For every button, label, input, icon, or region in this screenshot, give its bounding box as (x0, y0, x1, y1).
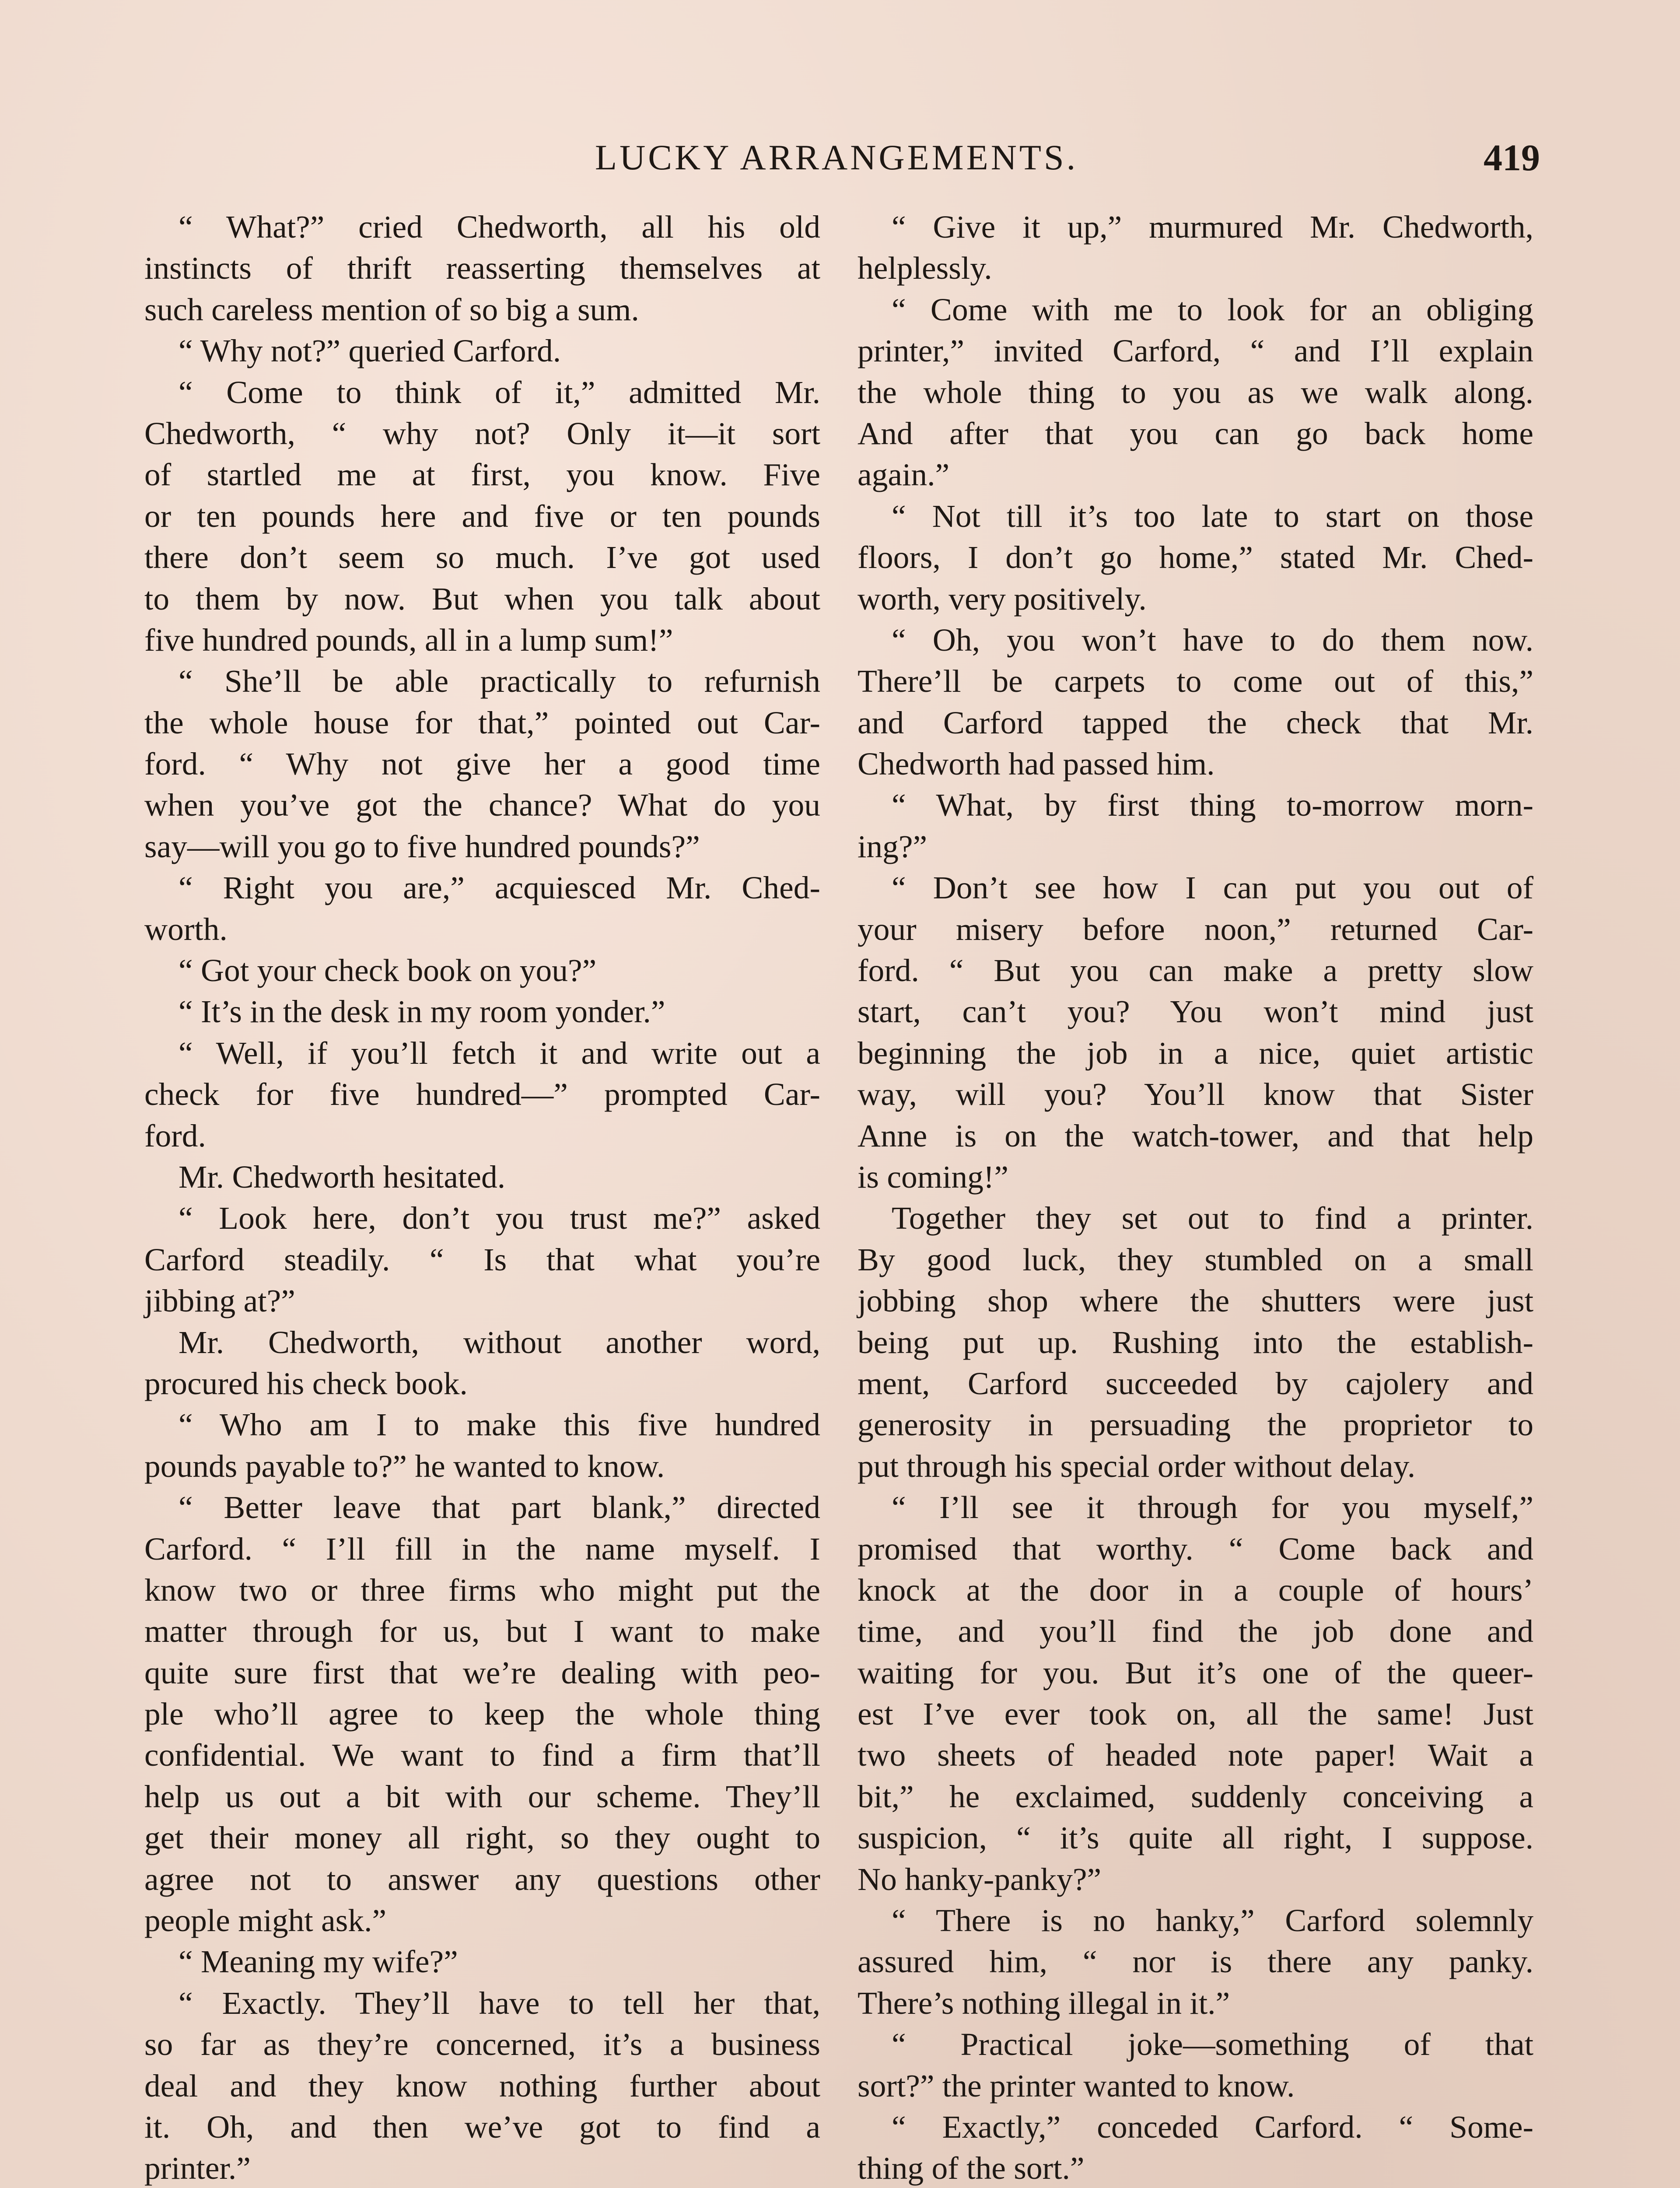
text-line: Chedworth, “ why not? Only it—it sort (144, 415, 820, 451)
text-line: “ Don’t see how I can put you out of (892, 870, 1533, 906)
text-line: “ Come with me to look for an obliging (892, 291, 1533, 327)
text-line: By good luck, they stumbled on a small (858, 1241, 1533, 1277)
text-line: procured his check book. (144, 1365, 468, 1401)
text-line: ing?” (858, 828, 928, 864)
text-line: Mr. Chedworth, without another word, (178, 1324, 820, 1360)
text-line: There’s nothing illegal in it.” (858, 1985, 1230, 2021)
text-line: get their money all right, so they ought to (144, 1820, 820, 1856)
text-line: ford. “ But you can make a pretty slow (858, 953, 1533, 989)
text-line: people might ask.” (144, 1903, 387, 1939)
text-line: ment, Carford succeeded by cajolery and (858, 1365, 1533, 1401)
text-line: check for five hundred—” prompted Car- (144, 1076, 820, 1112)
page-header (144, 131, 1540, 184)
text-line: “ Got your check book on you?” (178, 953, 597, 989)
text-line: so far as they’re concerned, it’s a business (144, 2027, 820, 2062)
text-line: generosity in persuading the proprietor to (858, 1407, 1533, 1443)
text-line: sort?” the printer wanted to know. (858, 2068, 1295, 2104)
text-line: ford. (144, 1118, 206, 1154)
text-line: is coming!” (858, 1159, 1008, 1195)
text-line: pounds payable to?” he wanted to know. (144, 1448, 665, 1484)
text-line: printer,” invited Carford, “ and I’ll explain (858, 333, 1533, 369)
text-line: way, will you? You’ll know that Sister (858, 1076, 1533, 1112)
text-line: ford. “ Why not give her a good time (144, 746, 820, 782)
text-line: There’ll be carpets to come out of this,” (858, 663, 1533, 699)
text-line: Anne is on the watch-tower, and that help (858, 1118, 1533, 1154)
text-line: worth. (144, 911, 228, 947)
right-text-column (858, 207, 1533, 2188)
text-line: worth, very positively. (858, 581, 1147, 617)
text-line: time, and you’ll find the job done and (858, 1613, 1533, 1649)
text-line: two sheets of headed note paper! Wait a (858, 1737, 1533, 1773)
text-line: “ Right you are,” acquiesced Mr. Ched- (178, 870, 820, 906)
text-line: No hanky-panky?” (858, 1861, 1102, 1897)
text-line: “ Better leave that part blank,” directed (178, 1490, 820, 1525)
text-line: “ Who am I to make this five hundred (178, 1407, 820, 1443)
page-number: 419 (1484, 137, 1540, 179)
text-line: suspicion, “ it’s quite all right, I suppose. (858, 1820, 1533, 1856)
text-line: say—will you go to five hundred pounds?” (144, 828, 700, 864)
text-line: such careless mention of so big a sum. (144, 291, 639, 327)
text-line: confidential. We want to find a firm that’ll (144, 1737, 820, 1773)
text-line: or ten pounds here and five or ten pounds (144, 498, 820, 534)
text-line: jibbing at?” (144, 1283, 295, 1319)
text-line: promised that worthy. “ Come back and (858, 1531, 1533, 1567)
text-line: “ Practical joke—something of that (892, 2027, 1533, 2062)
text-line: “ Not till it’s too late to start on those (892, 498, 1533, 534)
running-head: LUCKY ARRANGEMENTS. (595, 137, 1078, 177)
text-line: being put up. Rushing into the establish- (858, 1324, 1533, 1360)
text-line: quite sure first that we’re dealing with peo- (144, 1655, 820, 1690)
text-line: put through his special order without delay. (858, 1448, 1416, 1484)
text-line: instincts of thrift reasserting themselves at (144, 250, 820, 286)
text-line: “ She’ll be able practically to refurnish (178, 663, 820, 699)
text-line: Carford steadily. “ Is that what you’re (144, 1241, 820, 1277)
text-line: “ Exactly. They’ll have to tell her that, (178, 1985, 820, 2021)
text-line: to them by now. But when you talk about (144, 581, 820, 617)
text-line: jobbing shop where the shutters were just (858, 1283, 1533, 1319)
text-line: assured him, “ nor is there any panky. (858, 1944, 1533, 1980)
text-line: five hundred pounds, all in a lump sum!” (144, 622, 673, 658)
text-line: “ Give it up,” murmured Mr. Chedworth, (892, 209, 1533, 245)
text-line: Carford. “ I’ll fill in the name myself. I (144, 1531, 820, 1567)
text-line: And after that you can go back home (858, 415, 1533, 451)
text-line: your misery before noon,” returned Car- (858, 911, 1533, 947)
text-line: est I’ve ever took on, all the same! Just (858, 1696, 1533, 1732)
text-line: when you’ve got the chance? What do you (144, 787, 820, 823)
text-line: Together they set out to find a printer. (892, 1200, 1533, 1236)
text-line: “ What?” cried Chedworth, all his old (178, 209, 820, 245)
text-line: of startled me at first, you know. Five (144, 457, 820, 493)
text-line: help us out a bit with our scheme. They’ll (144, 1778, 820, 1814)
text-line: deal and they know nothing further about (144, 2068, 820, 2104)
text-line: “ Meaning my wife?” (178, 1944, 458, 1980)
text-line: “ Oh, you won’t have to do them now. (892, 622, 1533, 658)
text-line: “ I’ll see it through for you myself,” (892, 1490, 1533, 1525)
text-line: it. Oh, and then we’ve got to find a (144, 2109, 820, 2145)
text-line: “ What, by first thing to-morrow morn- (892, 787, 1533, 823)
text-line: the whole thing to you as we walk along. (858, 374, 1533, 410)
text-line: “ Well, if you’ll fetch it and write out a (178, 1035, 820, 1071)
text-line: and Carford tapped the check that Mr. (858, 705, 1533, 740)
left-text-column (144, 207, 820, 2188)
text-line: matter through for us, but I want to make (144, 1613, 820, 1649)
text-line: thing of the sort.” (858, 2150, 1085, 2186)
text-line: “ Come to think of it,” admitted Mr. (178, 374, 820, 410)
text-line: Chedworth had passed him. (858, 746, 1215, 782)
text-line: printer.” (144, 2150, 251, 2186)
text-line: waiting for you. But it’s one of the queer- (858, 1655, 1533, 1690)
text-line: “ It’s in the desk in my room yonder.” (178, 994, 665, 1030)
text-line: know two or three firms who might put the (144, 1572, 820, 1608)
text-line: helplessly. (858, 250, 992, 286)
text-line: ple who’ll agree to keep the whole thing (144, 1696, 820, 1732)
text-line: “ There is no hanky,” Carford solemnly (892, 1903, 1533, 1939)
text-line: “ Why not?” queried Carford. (178, 333, 561, 369)
text-line: “ Look here, don’t you trust me?” asked (178, 1200, 820, 1236)
text-line: bit,” he exclaimed, suddenly conceiving a (858, 1778, 1533, 1814)
text-line: Mr. Chedworth hesitated. (178, 1159, 506, 1195)
text-line: start, can’t you? You won’t mind just (858, 994, 1533, 1030)
text-line: the whole house for that,” pointed out Car- (144, 705, 820, 740)
text-line: again.” (858, 457, 950, 493)
text-line: beginning the job in a nice, quiet artistic (858, 1035, 1533, 1071)
text-line: “ Exactly,” conceded Carford. “ Some- (892, 2109, 1533, 2145)
text-line: knock at the door in a couple of hours’ (858, 1572, 1533, 1608)
text-line: there don’t seem so much. I’ve got used (144, 540, 820, 575)
text-line: floors, I don’t go home,” stated Mr. Ched- (858, 540, 1533, 575)
text-line: agree not to answer any questions other (144, 1861, 820, 1897)
